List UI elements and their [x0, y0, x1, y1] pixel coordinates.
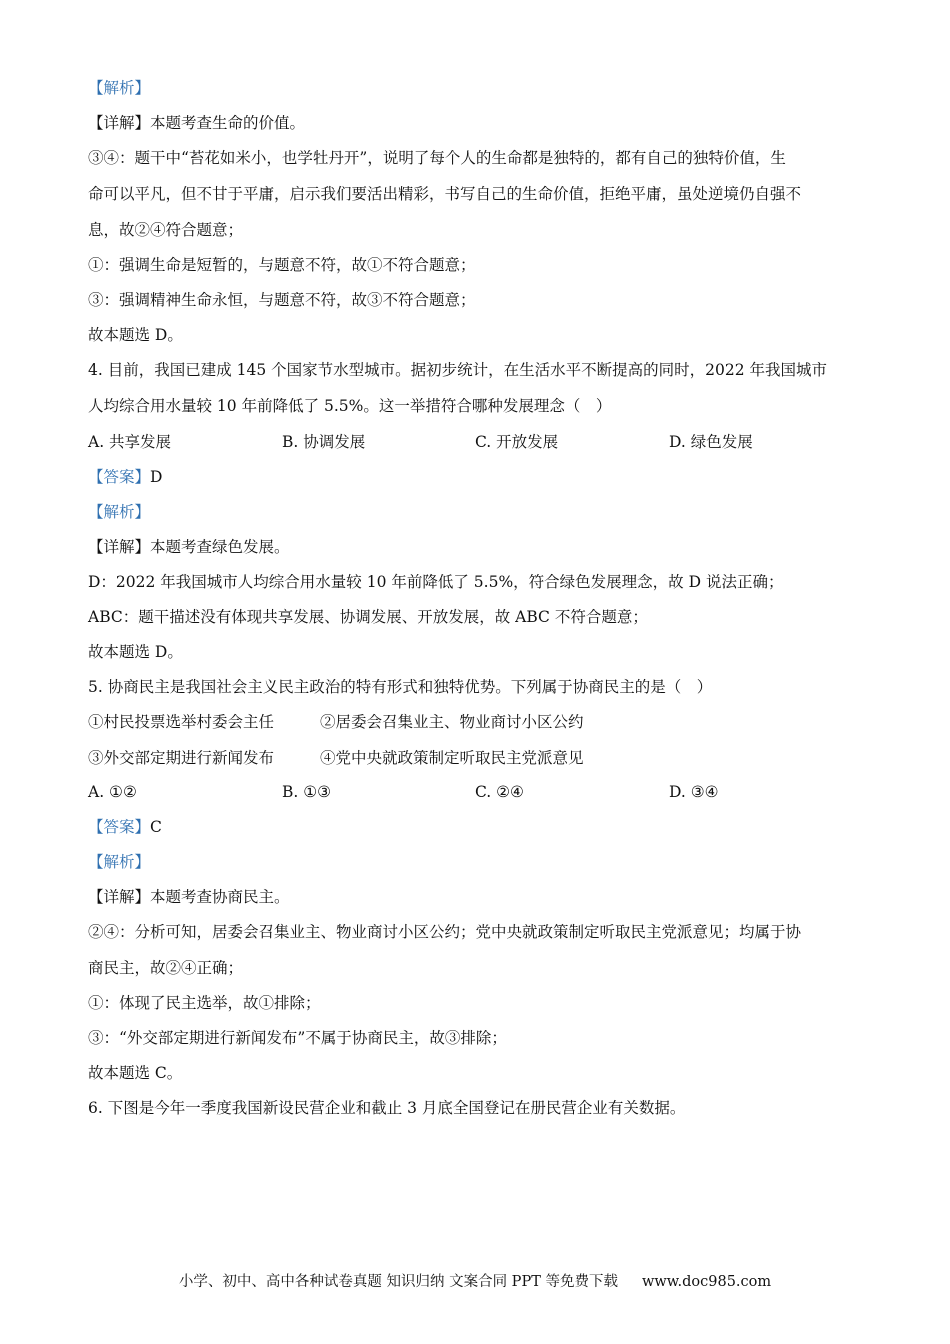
footer-text: 小学、初中、高中各种试卷真题 知识归纳 文案合同 PPT 等免费下载 — [178, 1274, 618, 1290]
analysis-heading: 【解析】 — [88, 503, 151, 521]
explanation-line: 商民主，故②④正确； — [88, 959, 244, 977]
statement-1: ①村民投票选举村委会主任 — [88, 713, 275, 731]
conclusion-line: 故本题选 C。 — [88, 1064, 183, 1082]
answer-line: 【答案】D — [88, 468, 163, 486]
page-footer — [0, 1270, 950, 1291]
explanation-line: ①：体现了民主选举，故①排除； — [88, 994, 321, 1012]
option-d: D. 绿色发展 — [669, 433, 753, 451]
option-d: D. ③④ — [669, 783, 719, 801]
analysis-heading: 【解析】 — [88, 853, 151, 871]
option-a: A. ①② — [88, 783, 137, 801]
option-a: A. 共享发展 — [88, 433, 172, 451]
statement-4: ④党中央就政策制定听取民主党派意见 — [320, 749, 584, 767]
explanation-line: 命可以平凡，但不甘于平庸，启示我们要活出精彩，书写自己的生命价值，拒绝平庸，虽处逆境仍自强不 — [88, 185, 802, 203]
answer-line: 【答案】C — [88, 818, 162, 836]
option-c: C. ②④ — [475, 783, 524, 801]
explanation-line: D：2022 年我国城市人均综合用水量较 10 年前降低了 5.5%，符合绿色发展理念，故 D 说法正确； — [88, 573, 784, 591]
question-stem: 6. 下图是今年一季度我国新设民营企业和截止 3 月底全国登记在册民营企业有关数据。 — [88, 1099, 686, 1117]
explanation-line: ③④：题干中“苔花如米小，也学牡丹开”，说明了每个人的生命都是独特的，都有自己的独特价值，生 — [88, 149, 786, 167]
explanation-line: ③：强调精神生命永恒，与题意不符，故③不符合题意； — [88, 291, 476, 309]
conclusion-line: 故本题选 D。 — [88, 643, 183, 661]
detail-line: 【详解】本题考查协商民主。 — [88, 888, 290, 906]
detail-line: 【详解】本题考查绿色发展。 — [88, 538, 290, 556]
explanation-line: 息，故②④符合题意； — [88, 221, 244, 239]
footer-site-link[interactable]: www.doc985.com — [641, 1274, 772, 1290]
conclusion-line: 故本题选 D。 — [88, 326, 183, 344]
question-stem: 人均综合用水量较 10 年前降低了 5.5%。这一举措符合哪种发展理念（ ） — [88, 397, 612, 415]
detail-line: 【详解】本题考查生命的价值。 — [88, 114, 306, 132]
option-b: B. 协调发展 — [282, 433, 366, 451]
explanation-line: ③：“外交部定期进行新闻发布”不属于协商民主，故③排除； — [88, 1029, 507, 1047]
analysis-heading: 【解析】 — [88, 79, 151, 97]
explanation-line: ①：强调生命是短暂的，与题意不符，故①不符合题意； — [88, 256, 476, 274]
option-b: B. ①③ — [282, 783, 332, 801]
question-stem: 4. 目前，我国已建成 145 个国家节水型城市。据初步统计，在生活水平不断提高的同时，2022 年我国城市 — [88, 361, 828, 379]
statement-3: ③外交部定期进行新闻发布 — [88, 749, 275, 767]
question-stem: 5. 协商民主是我国社会主义民主政治的特有形式和独特优势。下列属于协商民主的是（ ） — [88, 678, 713, 696]
explanation-line: ②④：分析可知，居委会召集业主、物业商讨小区公约；党中央就政策制定听取民主党派意见；均属于协 — [88, 923, 802, 941]
statement-2: ②居委会召集业主、物业商讨小区公约 — [320, 713, 584, 731]
explanation-line: ABC：题干描述没有体现共享发展、协调发展、开放发展，故 ABC 不符合题意； — [88, 608, 648, 626]
option-c: C. 开放发展 — [475, 433, 559, 451]
